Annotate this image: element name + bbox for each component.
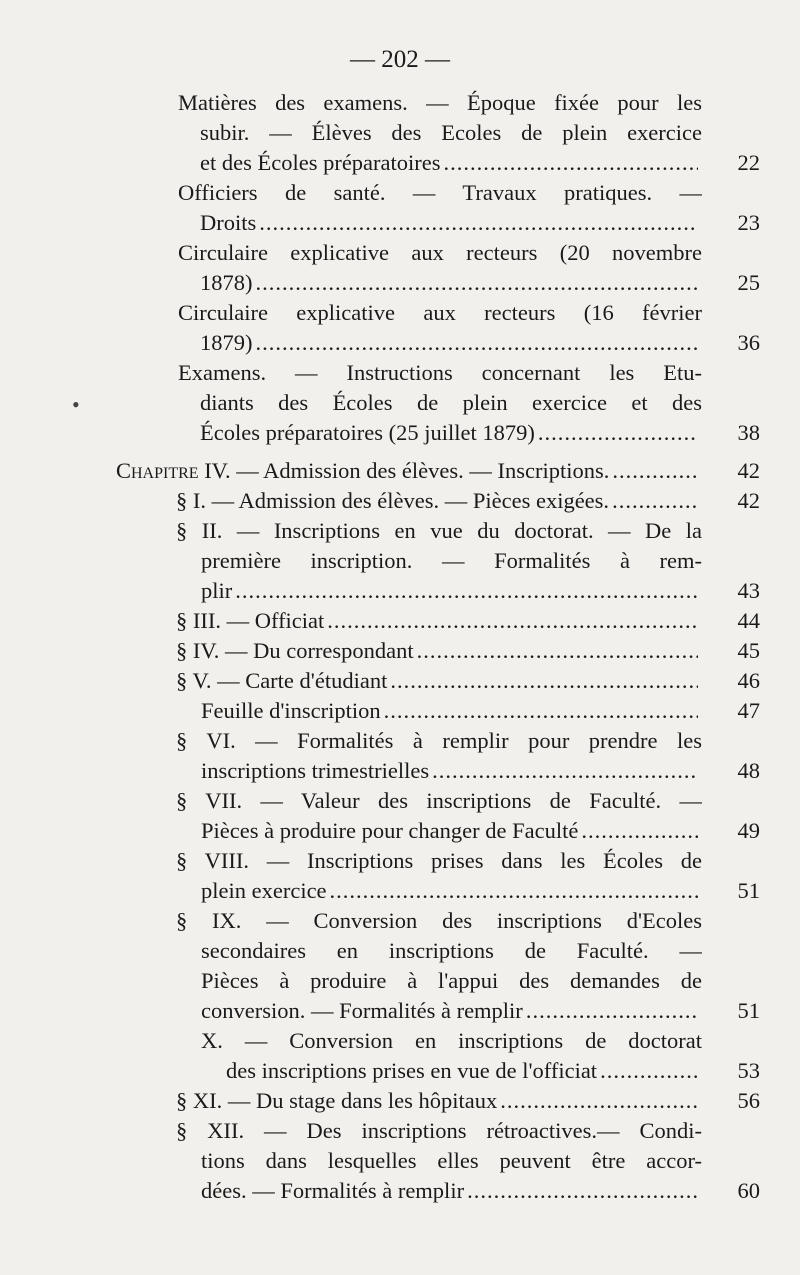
toc-entry <box>0 88 800 178</box>
page-reference: 23 <box>737 210 760 235</box>
toc-entry-title-line <box>201 576 702 606</box>
toc-entry-text-line: diants des Écoles de plein exercice et des <box>200 390 702 415</box>
page-reference: 44 <box>737 608 760 633</box>
toc-entry-text-line: Matières des examens. — Époque fixée pour les <box>178 90 702 115</box>
toc-entry-text-line: § VI. — Formalités à remplir pour prendre les <box>176 728 702 753</box>
toc-entry <box>0 1116 800 1206</box>
toc-entry-title-line <box>176 606 702 636</box>
chapter-title: IV. — Admission des élèves. — Inscriptions. <box>204 458 610 483</box>
toc-entry-text: § XI. — Du stage dans les hôpitaux <box>176 1088 498 1113</box>
dot-leader <box>432 756 698 786</box>
toc-entry <box>0 636 800 666</box>
toc-entry-text-line: première inscription. — Formalités à rem- <box>201 548 702 573</box>
dot-leader <box>600 1056 698 1086</box>
table-of-contents <box>0 88 800 1206</box>
page-reference: 46 <box>737 668 760 693</box>
toc-entry-title-line <box>201 756 702 786</box>
toc-entry-title-line <box>200 208 702 238</box>
toc-entry <box>0 696 800 726</box>
toc-entry-text <box>116 456 609 486</box>
toc-entry-text-line: § VIII. — Inscriptions prises dans les Écoles de <box>176 848 702 873</box>
toc-entry-text: § IV. — Du correspondant <box>176 638 414 663</box>
toc-entry-title-line <box>176 636 702 666</box>
toc-entry-text-line: § XII. — Des inscriptions rétroactives.— Condi- <box>176 1118 702 1143</box>
toc-entry-title-line <box>226 1056 702 1086</box>
page-number: — 202 — <box>350 46 450 73</box>
toc-entry-text: plein exercice <box>201 878 327 903</box>
toc-entry-title-line <box>201 816 702 846</box>
toc-entry <box>0 846 800 906</box>
toc-entry-text-line: § II. — Inscriptions en vue du doctorat. — De la <box>176 518 702 543</box>
toc-entry-title-line <box>176 666 702 696</box>
dot-leader <box>581 816 698 846</box>
toc-entry <box>0 486 800 516</box>
toc-entry-text: et des Écoles préparatoires <box>200 150 441 175</box>
toc-entry-text: § III. — Officiat <box>176 608 325 633</box>
toc-entry-text-line: Officiers de santé. — Travaux pratiques. — <box>178 180 702 205</box>
dot-leader <box>390 666 698 696</box>
toc-entry-text: § V. — Carte d'étudiant <box>176 668 388 693</box>
toc-entry <box>0 456 800 486</box>
toc-entry-text-line: § VII. — Valeur des inscriptions de Faculté. — <box>176 788 702 813</box>
margin-mark: • <box>72 392 80 417</box>
toc-entry-text: 1878) <box>200 270 253 295</box>
dot-leader <box>417 636 698 666</box>
toc-entry-text-line: subir. — Élèves des Ecoles de plein exercice <box>200 120 702 145</box>
dot-leader <box>467 1176 698 1206</box>
toc-entry-title-line <box>200 268 702 298</box>
dot-leader <box>256 328 699 358</box>
toc-entry-text: Écoles préparatoires (25 juillet 1879) <box>200 420 535 445</box>
page-reference: 42 <box>737 488 760 513</box>
toc-entry-text: des inscriptions prises en vue de l'officiat <box>226 1058 598 1083</box>
page-reference: 48 <box>737 758 760 783</box>
toc-entry-text-line: Circulaire explicative aux recteurs (16 février <box>178 300 702 325</box>
toc-entry-text-line: tions dans lesquelles elles peuvent être accor- <box>201 1148 702 1173</box>
toc-entry <box>0 238 800 298</box>
dot-leader <box>526 996 698 1026</box>
toc-entry-title-line <box>116 456 702 486</box>
toc-entry <box>0 1086 800 1116</box>
toc-entry-text: dées. — Formalités à remplir <box>201 1178 465 1203</box>
toc-entry <box>0 358 800 448</box>
toc-entry-title-line <box>201 876 702 906</box>
toc-entry-title-line <box>201 696 702 726</box>
page-reference: 43 <box>737 578 760 603</box>
toc-entry <box>0 178 800 238</box>
toc-entry-text: plir <box>201 578 233 603</box>
page-reference: 45 <box>737 638 760 663</box>
page-reference: 47 <box>737 698 760 723</box>
toc-entry-text-line: Pièces à produire à l'appui des demandes de <box>201 968 702 993</box>
toc-entry-text-line: X. — Conversion en inscriptions de doctorat <box>201 1028 702 1053</box>
toc-entry-text-line: § IX. — Conversion des inscriptions d'Ecoles <box>176 908 702 933</box>
dot-leader <box>327 606 698 636</box>
page-reference: 51 <box>737 998 760 1023</box>
page-reference: 25 <box>737 270 760 295</box>
dot-leader <box>444 148 698 178</box>
toc-entry-title-line <box>176 1086 702 1116</box>
page-reference: 22 <box>737 150 760 175</box>
toc-entry-title-line <box>200 328 702 358</box>
toc-entry-text-line: Circulaire explicative aux recteurs (20 novembre <box>178 240 702 265</box>
toc-entry-title-line <box>200 148 702 178</box>
toc-entry <box>0 298 800 358</box>
chapter-label: Chapitre <box>116 458 199 483</box>
toc-entry <box>0 786 800 846</box>
dot-leader <box>259 208 698 238</box>
dot-leader <box>538 418 698 448</box>
toc-entry <box>0 516 800 606</box>
dot-leader <box>612 456 698 486</box>
page-reference: 36 <box>737 330 760 355</box>
toc-entry-title-line <box>176 486 702 516</box>
toc-entry-text: inscriptions trimestrielles <box>201 758 430 783</box>
toc-entry <box>0 606 800 636</box>
toc-entry-text: § I. — Admission des élèves. — Pièces exigées. <box>176 488 610 513</box>
toc-entry <box>0 906 800 1026</box>
page-reference: 38 <box>737 420 760 445</box>
toc-entry <box>0 666 800 696</box>
page-reference: 49 <box>737 818 760 843</box>
toc-entry-text: Pièces à produire pour changer de Faculté <box>201 818 579 843</box>
toc-entry-text: Droits <box>200 210 257 235</box>
toc-entry-text: 1879) <box>200 330 253 355</box>
toc-entry-text-line: Examens. — Instructions concernant les Etu- <box>178 360 702 385</box>
toc-entry-text: conversion. — Formalités à remplir <box>201 998 523 1023</box>
toc-entry-title-line <box>200 418 702 448</box>
dot-leader <box>612 486 698 516</box>
page-reference: 42 <box>737 458 760 483</box>
page-reference: 60 <box>737 1178 760 1203</box>
toc-entry <box>0 1026 800 1086</box>
dot-leader <box>235 576 698 606</box>
toc-entry-text: Feuille d'inscription <box>201 698 381 723</box>
toc-entry-text-line: secondaires en inscriptions de Faculté. — <box>201 938 702 963</box>
page-reference: 51 <box>737 878 760 903</box>
toc-entry-title-line <box>201 996 702 1026</box>
toc-entry <box>0 726 800 786</box>
dot-leader <box>384 696 698 726</box>
page-reference: 56 <box>737 1088 760 1113</box>
dot-leader <box>330 876 698 906</box>
toc-entry-title-line <box>201 1176 702 1206</box>
dot-leader <box>256 268 699 298</box>
dot-leader <box>500 1086 698 1116</box>
page-reference: 53 <box>737 1058 760 1083</box>
